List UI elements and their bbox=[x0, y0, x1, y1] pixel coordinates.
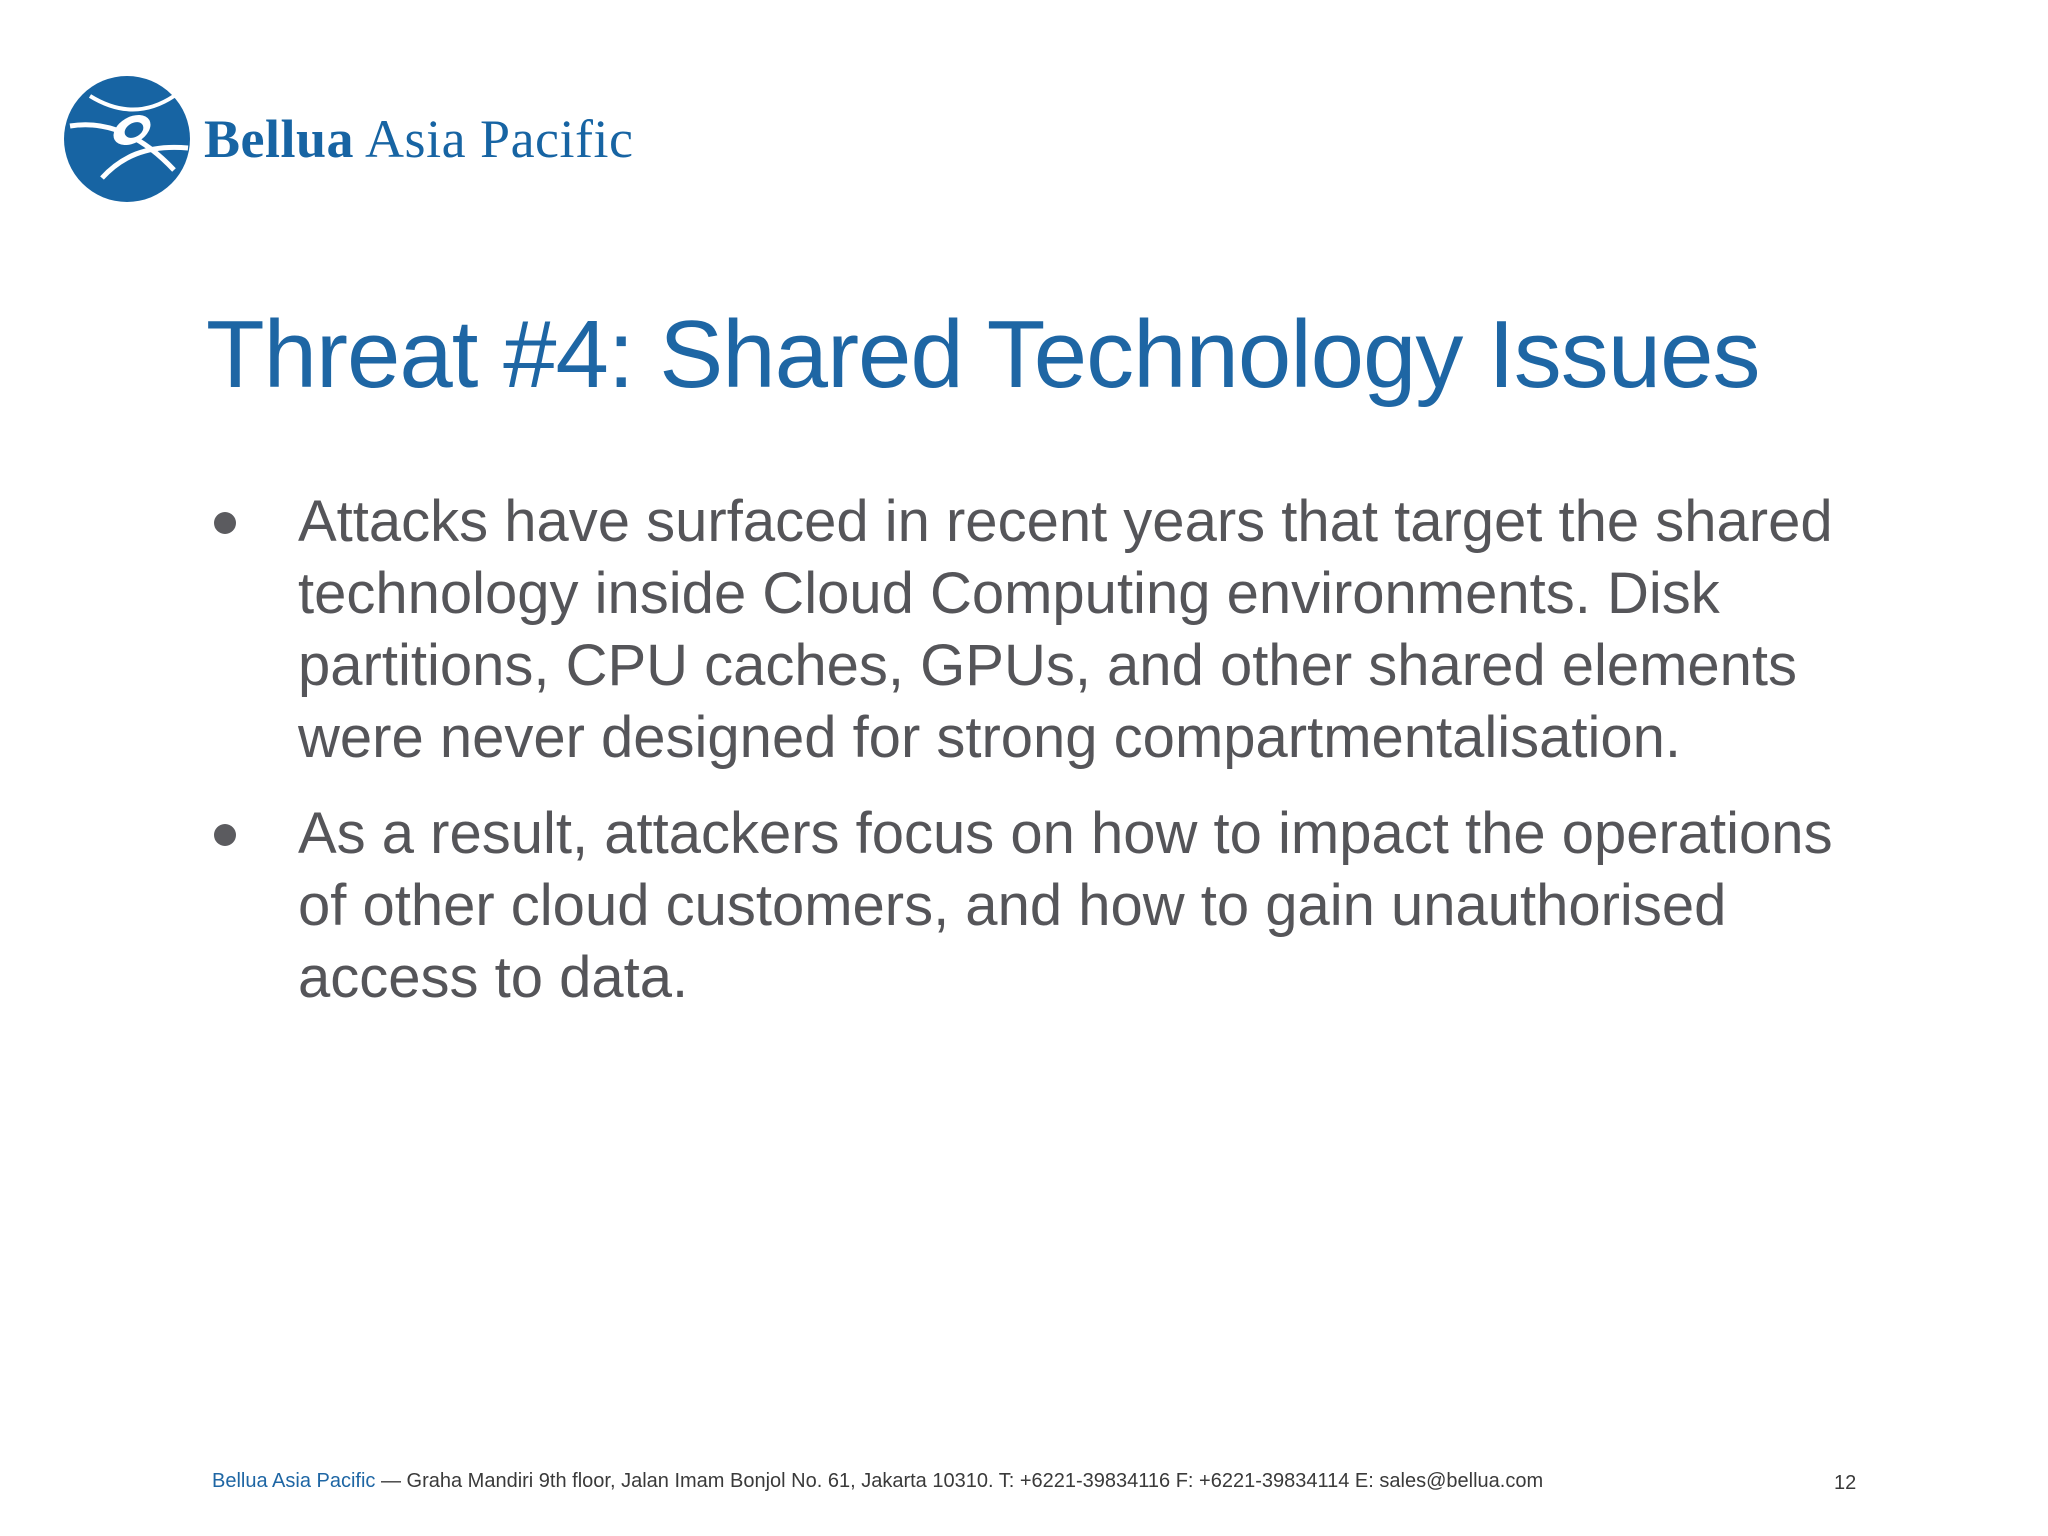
footer bbox=[212, 1470, 1543, 1493]
bullet-text: As a result, attackers focus on how to impact the operations of other cloud customers, and how to gain unauthorised access to data. bbox=[298, 801, 1833, 1010]
page-number: 12 bbox=[1834, 1472, 1857, 1494]
footer-address: — Graha Mandiri 9th floor, Jalan Imam Bonjol No. 61, Jakarta 10310. T: +6221-39834116 F: +6221-39834114 E: sales@bellua.com bbox=[375, 1470, 1544, 1492]
bullet-dot-icon bbox=[214, 824, 236, 846]
bullet-text: Attacks have surfaced in recent years that target the shared technology inside Cloud Computing environments. Disk partitions, CPU caches, GPUs, and other shared elements were never designed for strong compartmentalisation. bbox=[298, 489, 1833, 770]
slide-title: Threat #4: Shared Technology Issues bbox=[206, 301, 1760, 408]
bullet-dot-icon bbox=[214, 512, 236, 534]
bellua-logo-icon bbox=[62, 74, 192, 204]
footer-brand: Bellua Asia Pacific bbox=[212, 1470, 376, 1492]
bullet-list bbox=[206, 486, 1886, 1038]
bullet-item bbox=[206, 486, 1886, 774]
logo-brand-rest: Asia Pacific bbox=[354, 109, 634, 169]
logo-wordmark bbox=[204, 108, 633, 170]
logo-brand-bold: Bellua bbox=[204, 109, 355, 169]
bullet-item bbox=[206, 798, 1886, 1014]
company-logo bbox=[62, 74, 633, 204]
